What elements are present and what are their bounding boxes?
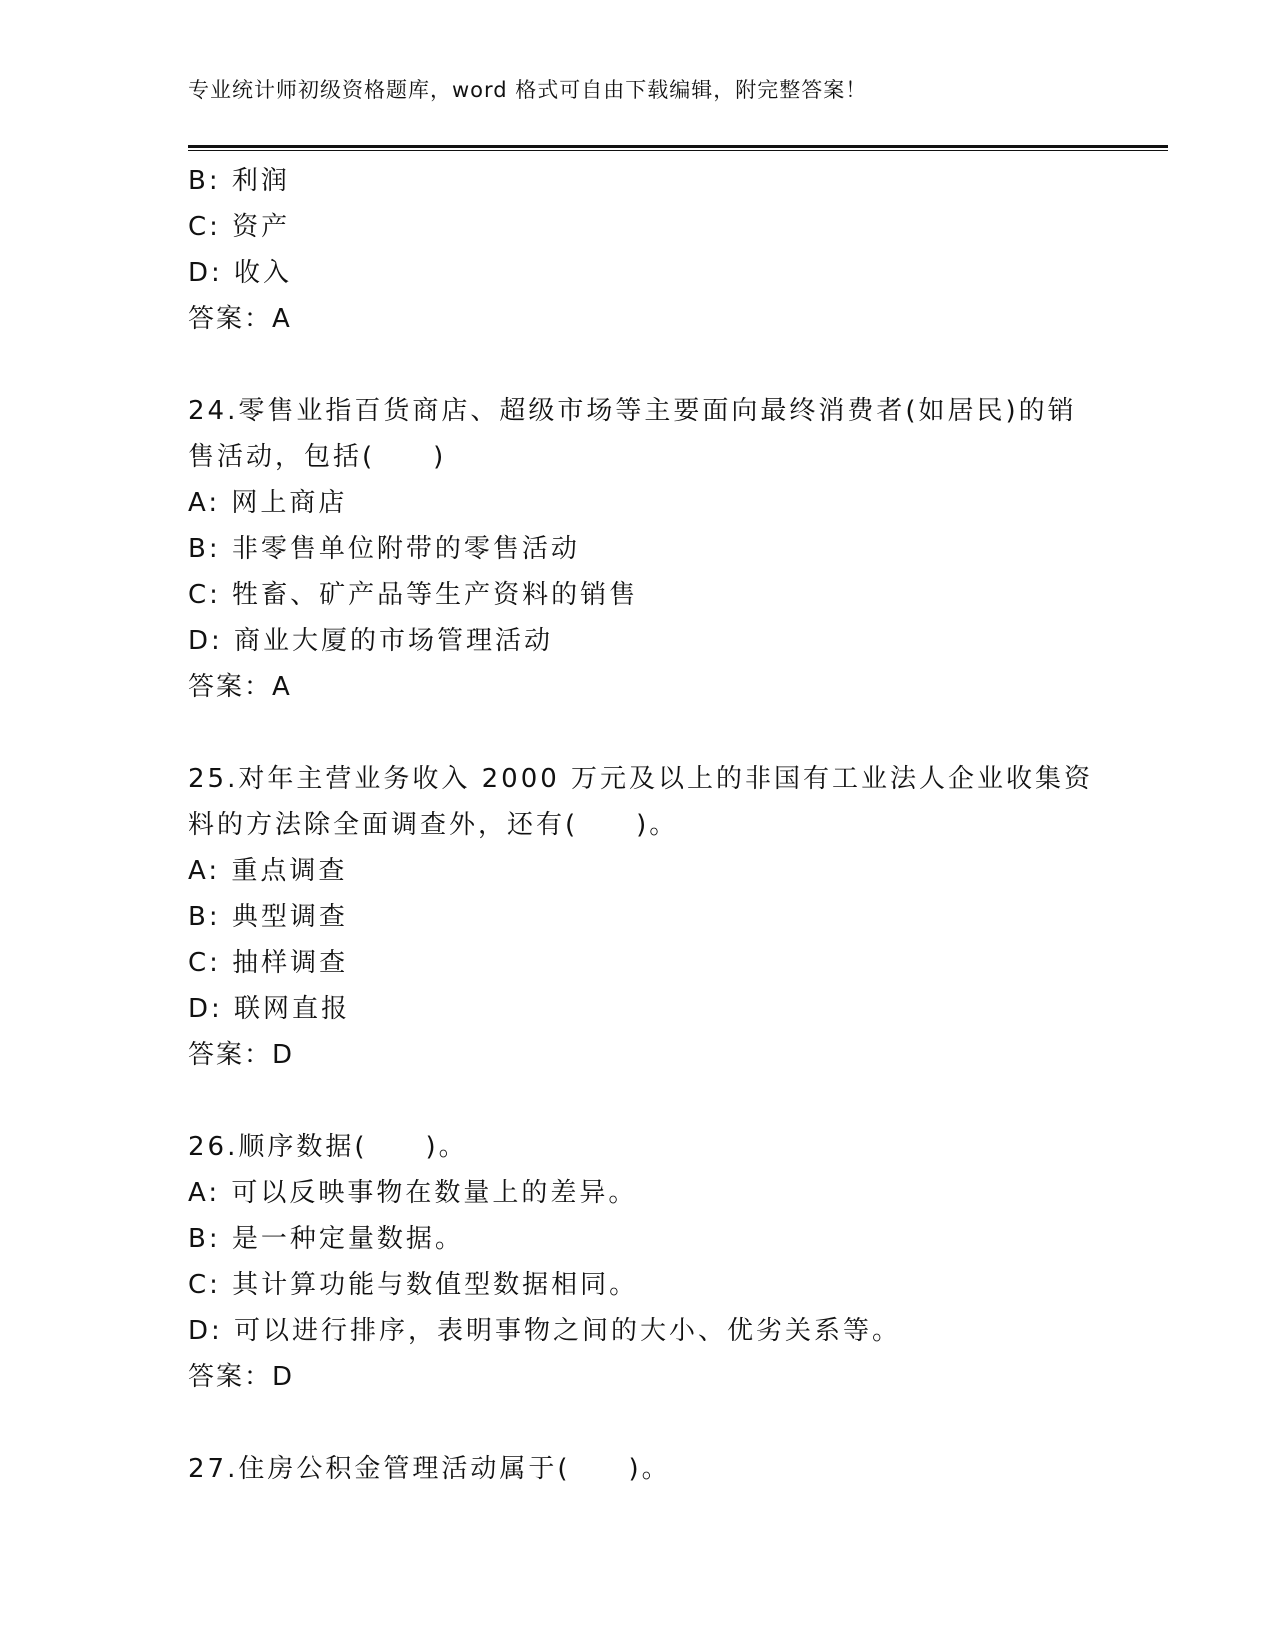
page-header: 专业统计师初级资格题库，word 格式可自由下载编辑，附完整答案！ [188,78,868,102]
question-stem: 售活动，包括( ) [188,442,447,472]
question-25 [188,756,1094,1078]
question-list [188,158,1094,1492]
option-b: B: 利润 [188,166,290,196]
question-stem: 24.零售业指百货商店、超级市场等主要面向最终消费者(如居民)的销 [188,396,1077,426]
question-26 [188,1124,1088,1400]
question-stem: 26.顺序数据( )。 [188,1132,468,1162]
answer-line: 答案：A [188,304,292,334]
spacer [188,1400,1088,1446]
option-c: C: 资产 [188,212,291,242]
spacer [188,342,1088,388]
option-d: D: 联网直报 [188,994,351,1024]
option-a: A: 可以反映事物在数量上的差异。 [188,1178,638,1208]
option-b: B: 非零售单位附带的零售活动 [188,534,580,564]
option-c: C: 抽样调查 [188,948,349,978]
spacer [188,710,1088,756]
option-a: A: 网上商店 [188,488,348,518]
answer-line: 答案：D [188,1362,295,1392]
question-24 [188,388,1088,710]
question-stem: 25.对年主营业务收入 2000 万元及以上的非国有工业法人企业收集资 [188,764,1094,794]
question-stem: 27.住房公积金管理活动属于( )。 [188,1454,671,1484]
option-c: C: 牲畜、矿产品等生产资料的销售 [188,580,639,610]
question-27 [188,1446,1088,1492]
answer-line: 答案：D [188,1040,295,1070]
option-a: A: 重点调查 [188,856,348,886]
option-b: B: 是一种定量数据。 [188,1224,464,1254]
option-d: D: 收入 [188,258,293,288]
spacer [188,1078,1088,1124]
answer-line: 答案：A [188,672,292,702]
previous-question-tail [188,158,1088,342]
option-c: C: 其计算功能与数值型数据相同。 [188,1270,639,1300]
option-d: D: 可以进行排序，表明事物之间的大小、优劣关系等。 [188,1316,902,1346]
header-divider [188,145,1168,151]
option-d: D: 商业大厦的市场管理活动 [188,626,554,656]
option-b: B: 典型调查 [188,902,348,932]
question-stem: 料的方法除全面调查外，还有( )。 [188,810,679,840]
